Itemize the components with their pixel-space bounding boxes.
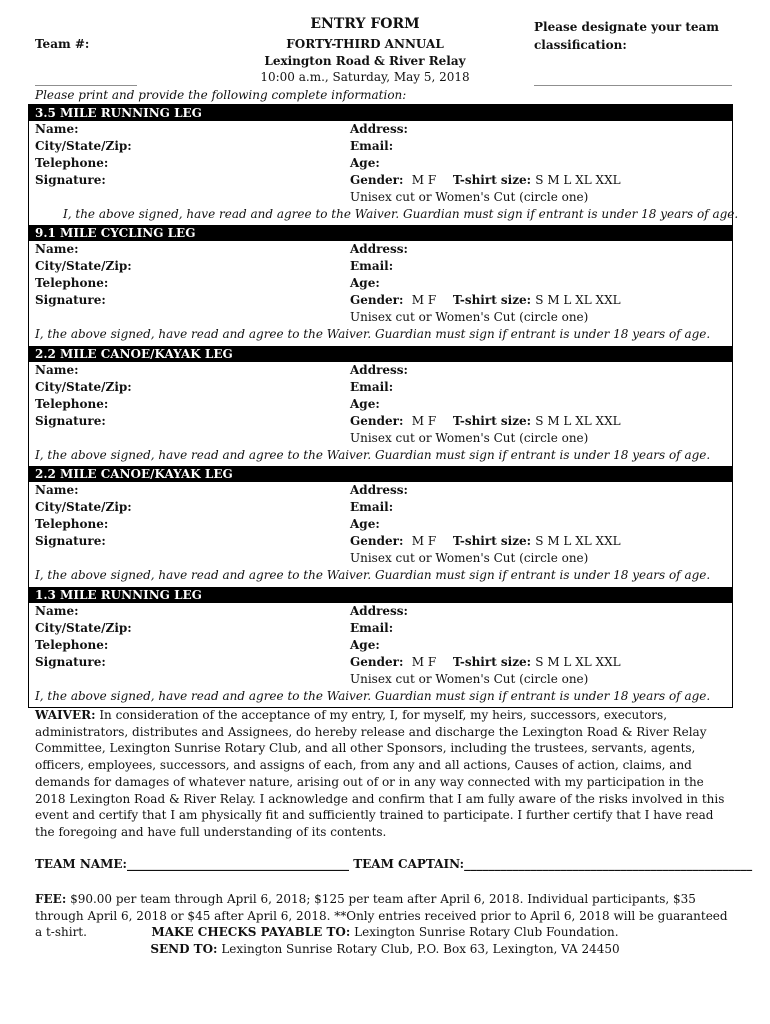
classification-label: Please designate your team classification:	[534, 20, 719, 52]
fee-text: $90.00 per team through April 6, 2018; $125 per team after April 6, 2018. Individual participants, $35 through April 6, 2018 or $45 after April 6, 2018. **Only entries received prior to April 6, 2018 will be guaranteed a t-shirt.	[35, 892, 728, 940]
team-number-label: Team #:	[35, 37, 90, 51]
team-number-field[interactable]: _________________	[35, 72, 137, 86]
shirt-options[interactable]: S M L XL XXL	[535, 173, 621, 187]
city-label[interactable]: City/State/Zip:	[35, 259, 132, 274]
telephone-label[interactable]: Telephone:	[35, 517, 109, 532]
instructions: Please print and provide the following complete information:	[35, 88, 407, 102]
leg-title: 2.2 MILE CANOE/KAYAK LEG	[29, 466, 732, 482]
waiver-text: In consideration of the acceptance of my entry, I, for myself, my heirs, successors, executors, administrators, distributes and Assignees, do hereby release and discharge the Lexington Road & River Relay Committee, Lexington Sunrise Rotary Club, and all other Sponsors, including the trustees, servants, agents, officers, employees, successors, and assigns of each, from any and all actions, Causes of action, claims, and demands for damages of whatever nature, arising out of or in any way connected with my participation in the 2018 Lexington Road & River Relay. I acknowledge and confirm that I am fully aware of the risks involved in this event and certify that I am physically fit and sufficiently trained to participate. I further certify that I have read the foregoing and have full understanding of its contents.	[35, 708, 725, 839]
team-name-field[interactable]: _____________________________________	[127, 857, 349, 871]
leg-section	[29, 225, 732, 345]
signature-label[interactable]: Signature:	[35, 173, 106, 187]
gender-label: Gender:	[350, 534, 404, 549]
telephone-label[interactable]: Telephone:	[35, 637, 109, 652]
shirt-label: T-shirt size:	[452, 534, 532, 549]
gender-label: Gender:	[350, 654, 404, 669]
gender-label: Gender:	[350, 293, 404, 308]
cut-options[interactable]: Unisex cut or Women's Cut (circle one)	[350, 430, 589, 445]
send-label: SEND TO:	[150, 942, 218, 956]
shirt-options[interactable]: S M L XL XXL	[535, 413, 621, 428]
shirt-label: T-shirt size:	[452, 413, 532, 428]
waiver-agreement: I, the above signed, have read and agree to the Waiver. Guardian must sign if entrant is under 18 years of age.	[63, 207, 739, 221]
gender-label: Gender:	[350, 413, 404, 428]
waiver-agreement: I, the above signed, have read and agree to the Waiver. Guardian must sign if entrant is under 18 years of age.	[35, 447, 711, 462]
gender-options[interactable]: M F	[411, 654, 437, 669]
payable-label: MAKE CHECKS PAYABLE TO:	[151, 925, 351, 939]
cut-options[interactable]: Unisex cut or Women's Cut (circle one)	[350, 671, 589, 686]
send-line	[0, 942, 770, 956]
city-label[interactable]: City/State/Zip:	[35, 500, 132, 515]
telephone-label[interactable]: Telephone:	[35, 276, 109, 291]
signature-label[interactable]: Signature:	[35, 534, 106, 549]
team-captain-field[interactable]: ________________________________________________	[464, 857, 753, 871]
waiver-agreement: I, the above signed, have read and agree to the Waiver. Guardian must sign if entrant is under 18 years of age.	[35, 327, 711, 342]
age-label[interactable]: Age:	[350, 637, 380, 652]
waiver-agreement: I, the above signed, have read and agree to the Waiver. Guardian must sign if entrant is under 18 years of age.	[35, 688, 711, 703]
email-label[interactable]: Email:	[350, 379, 394, 394]
gender-options[interactable]: M F	[411, 413, 437, 428]
leg-section	[29, 587, 732, 707]
waiver-paragraph	[35, 707, 735, 841]
telephone-label[interactable]: Telephone:	[35, 156, 109, 170]
city-label[interactable]: City/State/Zip:	[35, 379, 132, 394]
name-label[interactable]: Name:	[35, 603, 79, 618]
event-date: 10:00 a.m., Saturday, May 5, 2018	[260, 70, 470, 84]
signature-label[interactable]: Signature:	[35, 413, 106, 428]
email-label[interactable]: Email:	[350, 500, 394, 515]
signature-label[interactable]: Signature:	[35, 654, 106, 669]
shirt-options[interactable]: S M L XL XXL	[535, 293, 621, 308]
payable-line	[0, 925, 770, 939]
gender-options[interactable]: M F	[411, 534, 437, 549]
leg-title: 9.1 MILE CYCLING LEG	[29, 225, 732, 241]
address-label[interactable]: Address:	[350, 603, 408, 618]
age-label[interactable]: Age:	[350, 517, 380, 532]
age-label[interactable]: Age:	[350, 396, 380, 411]
address-label[interactable]: Address:	[350, 483, 408, 498]
address-label[interactable]: Address:	[350, 242, 408, 257]
name-label[interactable]: Name:	[35, 483, 79, 498]
event-name: Lexington Road & River Relay	[264, 54, 466, 68]
name-label[interactable]: Name:	[35, 242, 79, 257]
form-title: ENTRY FORM	[310, 16, 420, 32]
leg-section	[29, 346, 732, 466]
shirt-label: T-shirt size:	[452, 293, 532, 308]
leg-title: 2.2 MILE CANOE/KAYAK LEG	[29, 346, 732, 362]
legs-table	[28, 104, 739, 708]
shirt-label: T-shirt size:	[452, 173, 532, 187]
cut-options[interactable]: Unisex cut or Women's Cut (circle one)	[350, 190, 589, 204]
cut-options[interactable]: Unisex cut or Women's Cut (circle one)	[350, 551, 589, 566]
team-line	[35, 857, 752, 871]
name-label[interactable]: Name:	[35, 362, 79, 377]
gender-options[interactable]: M F	[411, 293, 437, 308]
name-label[interactable]: Name:	[35, 122, 79, 136]
city-label[interactable]: City/State/Zip:	[35, 620, 132, 635]
gender-options[interactable]: M F	[411, 173, 437, 187]
leg-title: 3.5 MILE RUNNING LEG	[29, 105, 732, 121]
address-label[interactable]: Address:	[350, 122, 408, 136]
fee-label: FEE:	[35, 892, 67, 906]
cut-options[interactable]: Unisex cut or Women's Cut (circle one)	[350, 310, 589, 325]
classification-field[interactable]: _________________________________	[534, 72, 732, 86]
team-name-label: TEAM NAME:	[35, 857, 127, 871]
leg-section	[29, 466, 732, 586]
signature-label[interactable]: Signature:	[35, 293, 106, 308]
gender-label: Gender:	[350, 173, 404, 187]
form-subtitle: FORTY-THIRD ANNUAL	[286, 37, 444, 51]
leg-title: 1.3 MILE RUNNING LEG	[29, 587, 732, 603]
email-label[interactable]: Email:	[350, 259, 394, 274]
shirt-options[interactable]: S M L XL XXL	[535, 654, 621, 669]
waiver-agreement: I, the above signed, have read and agree to the Waiver. Guardian must sign if entrant is under 18 years of age.	[35, 568, 711, 583]
telephone-label[interactable]: Telephone:	[35, 396, 109, 411]
age-label[interactable]: Age:	[350, 156, 380, 170]
shirt-label: T-shirt size:	[452, 654, 532, 669]
shirt-options[interactable]: S M L XL XXL	[535, 534, 621, 549]
send-value: Lexington Sunrise Rotary Club, P.O. Box 63, Lexington, VA 24450	[217, 942, 620, 956]
payable-value: Lexington Sunrise Rotary Club Foundation.	[350, 925, 619, 939]
city-label[interactable]: City/State/Zip:	[35, 139, 132, 153]
leg-section	[29, 105, 739, 225]
email-label[interactable]: Email:	[350, 139, 394, 153]
waiver-label: WAIVER:	[35, 708, 96, 722]
age-label[interactable]: Age:	[350, 276, 380, 291]
team-captain-label: TEAM CAPTAIN:	[353, 857, 465, 871]
email-label[interactable]: Email:	[350, 620, 394, 635]
address-label[interactable]: Address:	[350, 362, 408, 377]
